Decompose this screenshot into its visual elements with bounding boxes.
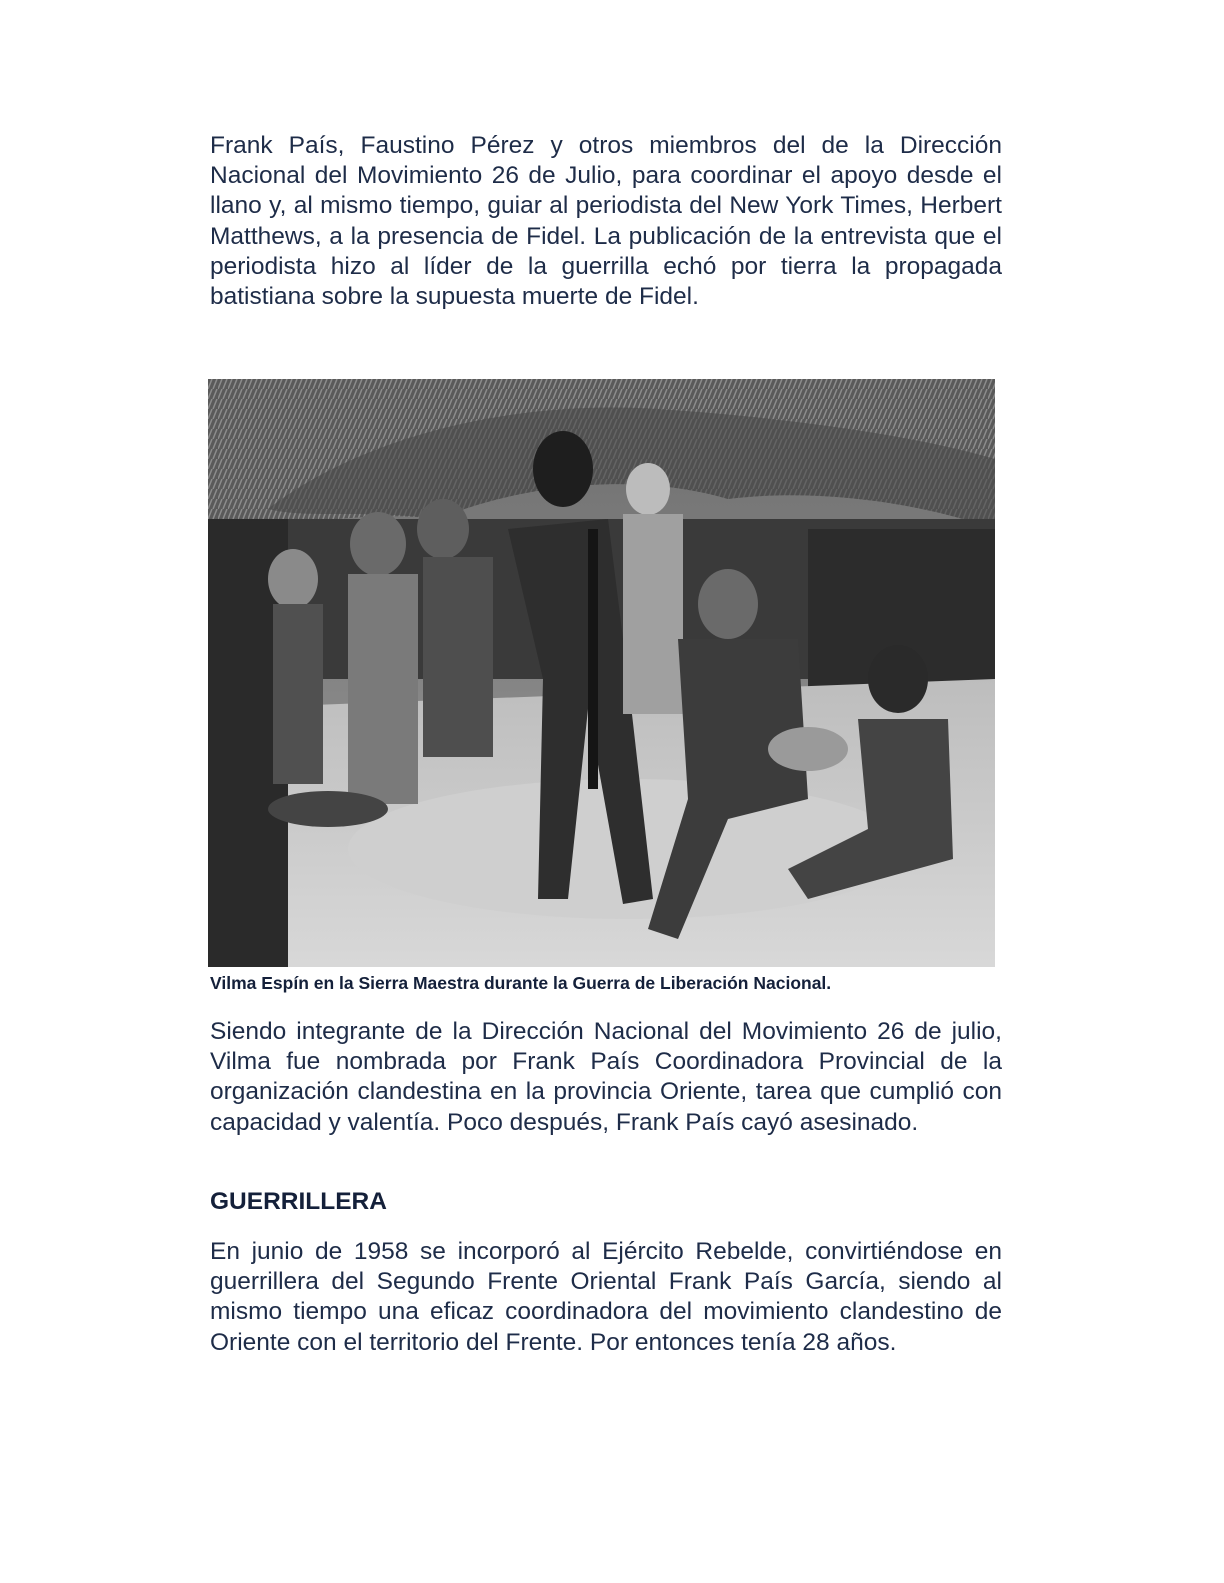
- section-heading: GUERRILLERA: [210, 1188, 387, 1215]
- historical-photo: [208, 379, 995, 967]
- paragraph-coordinadora: Siendo integrante de la Dirección Nacional del Movimiento 26 de julio, Vilma fue nombrada por Frank País Coordinadora Provincial de la organización clandestina en la provincia Oriente, tarea que cumplió con capacidad y valentía. Poco después, Frank País cayó asesinado.: [210, 1018, 1002, 1136]
- photo-caption: Vilma Espín en la Sierra Maestra durante la Guerra de Liberación Nacional.: [210, 973, 832, 993]
- paragraph-intro: Frank País, Faustino Pérez y otros miembros del de la Dirección Nacional del Movimiento 26 de Julio, para coordinar el apoyo desde el llano y, al mismo tiempo, guiar al periodista del New York Times, Herbert Matthews, a la presencia de Fidel. La publicación de la entrevista que el periodista hizo al líder de la guerrilla echó por tierra la propagada batistiana sobre la supuesta muerte de Fidel.: [210, 132, 1002, 311]
- paragraph-guerrillera: En junio de 1958 se incorporó al Ejército Rebelde, convirtiéndose en guerrillera del Segundo Frente Oriental Frank País García, siendo al mismo tiempo una eficaz coordinadora del movimiento clandestino de Oriente con el territorio del Frente. Por entonces tenía 28 años.: [210, 1238, 1002, 1356]
